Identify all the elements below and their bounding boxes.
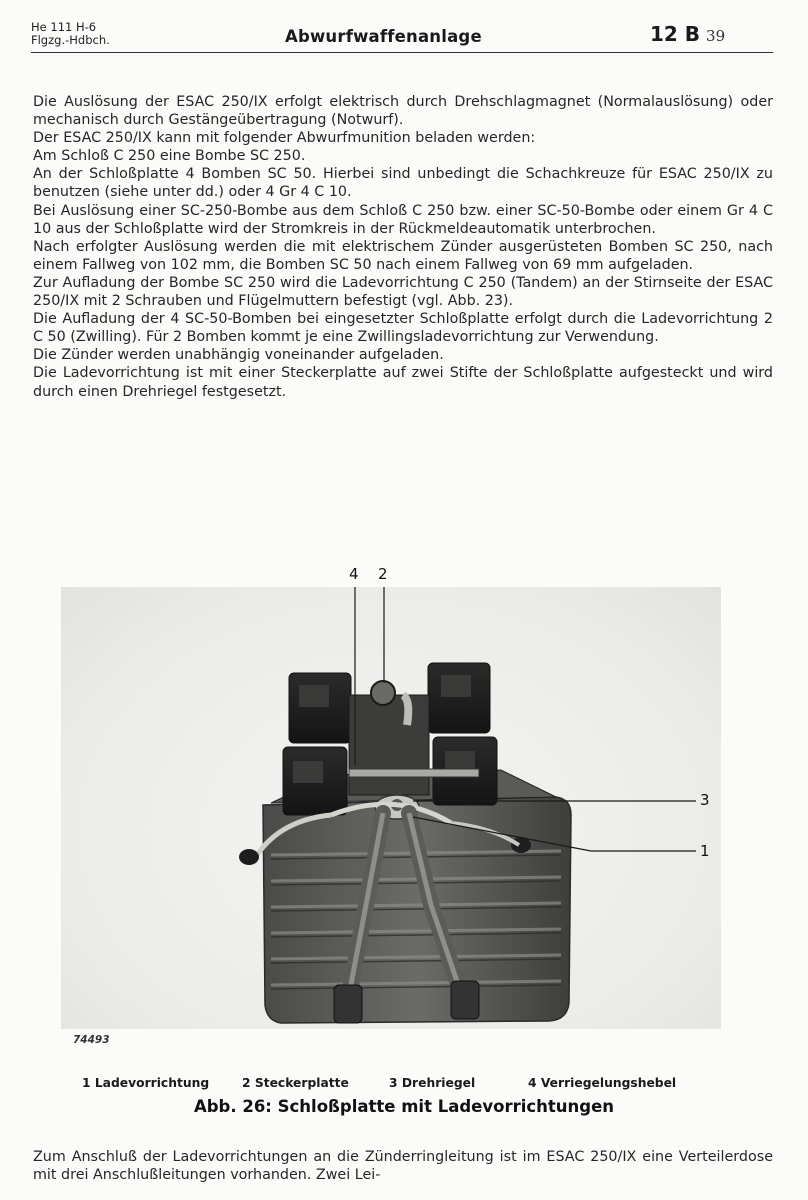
page-number: 39 [706, 27, 726, 45]
legend-item: 4 Verriegelungshebel [528, 1076, 677, 1090]
callout-label: 4 [349, 565, 359, 583]
paragraph: Zur Aufladung der Bombe SC 250 wird die Ladevorrichtung C 250 (Tandem) an der Stirnseite der ESAC 250/IX mit 2 Schrauben und Flügelmuttern befestigt (vgl. Abb. 23). [33, 274, 773, 310]
header-rule [31, 52, 773, 53]
paragraph: Die Auslösung der ESAC 250/IX erfolgt elektrisch durch Drehschlagmagnet (Normalauslösung) oder mechanisch durch Gestängeübertragung (Notwurf). [33, 94, 773, 129]
paragraph: Zum Anschluß der Ladevorrichtungen an die Zünderringleitung ist im ESAC 250/IX eine Verteilerdose mit drei Anschlußleitungen vorhanden. Zwei Lei- [33, 1149, 773, 1184]
handbook-label: Flgzg.-Hdbch. [31, 33, 110, 47]
aircraft-model: He 111 H-6 [31, 20, 97, 34]
figure-caption: Abb. 26: Schloßplatte mit Ladevorrichtungen [193, 1097, 615, 1116]
paragraph: Die Ladevorrichtung ist mit einer Steckerplatte auf zwei Stifte der Schloßplatte aufgesteckt und wird durch einen Drehriegel festgesetzt. [33, 365, 773, 400]
callout-label: 3 [700, 791, 710, 809]
paragraph: Der ESAC 250/IX kann mit folgender Abwurfmunition beladen werden: [33, 130, 536, 147]
figure [31, 565, 773, 1070]
photo-number: 74493 [73, 1034, 110, 1046]
page-title: Abwurfwaffenanlage [285, 27, 482, 46]
section-page-number [650, 22, 725, 46]
paragraph: An der Schloßplatte 4 Bomben SC 50. Hierbei sind unbedingt die Schachkreuze für ESAC 250/IX zu benutzen (siehe unter dd.) oder 4 Gr 4 C 10. [33, 166, 773, 201]
paragraph: Nach erfolgter Auslösung werden die mit elektrischem Zünder ausgerüsteten Bomben SC 250, nach einem Fallweg von 102 mm, die Bomben SC 50 nach einem Fallweg von 69 mm aufgeladen. [33, 238, 773, 273]
callout-label: 1 [700, 842, 710, 860]
legend-item: 2 Steckerplatte [242, 1076, 349, 1090]
paragraph: Am Schloß C 250 eine Bombe SC 250. [33, 148, 306, 165]
paragraph: Bei Auslösung einer SC-250-Bombe aus dem Schloß C 250 bzw. einer SC-50-Bombe oder einem Gr 4 C 10 aus der Schloßplatte wird der Stromkreis in der Rückmeldeautomatik unterbrochen. [33, 202, 773, 237]
equipment-photo [31, 565, 773, 1070]
paragraph: Die Zünder werden unabhängig voneinander aufgeladen. [33, 347, 444, 364]
section-number: 12 B [650, 22, 701, 46]
paragraph: Die Aufladung der 4 SC-50-Bomben bei eingesetzter Schloßplatte erfolgt durch die Ladevorrichtung 2 C 50 (Zwilling). Für 2 Bomben kommt je eine Zwillingsladevorrichtung zur Verwendung. [33, 311, 773, 346]
body-text [33, 93, 773, 401]
aircraft-reference [31, 21, 110, 47]
legend-item: 3 Drehriegel [389, 1076, 476, 1090]
callout-label: 2 [378, 565, 388, 583]
legend-item: 1 Ladevorrichtung [82, 1076, 210, 1090]
bottom-text [33, 1148, 773, 1184]
